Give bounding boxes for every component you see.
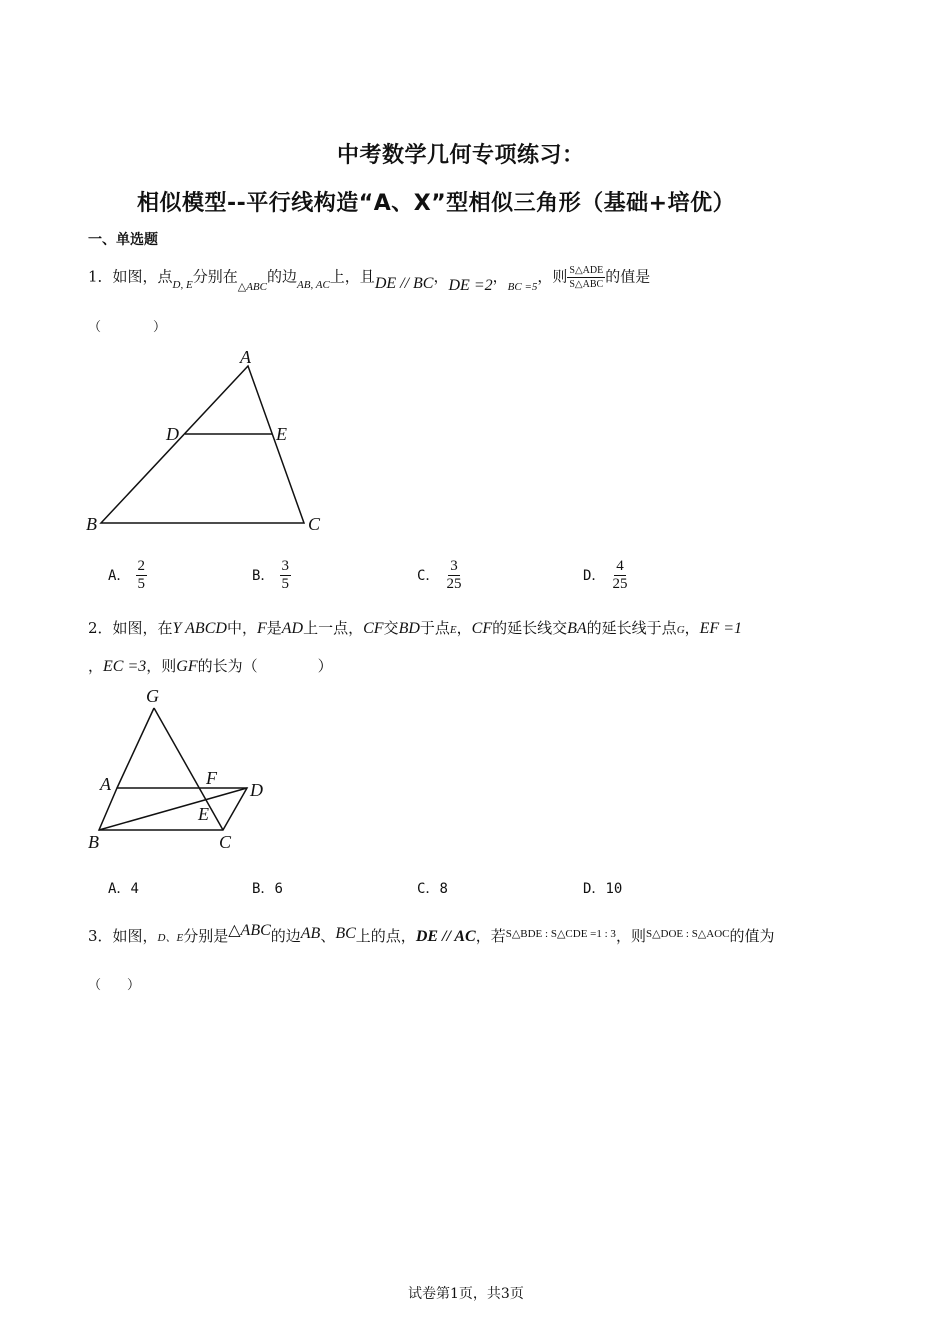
q2-option-a[interactable]: A．4 (108, 881, 139, 897)
q3-area-ratio-given: S△BDE : S△CDE =1 : 3 (505, 928, 616, 940)
question-1-text: 1．如图，点$_{D, E}$分别在$_{\triangle ABC}$的边$_{AB, AC}$上，且DE // BC，DE =2，$_{BC =5}$，则 $\frac{\text{S△ADE}}{\text{S△ABC}}$ 的值是 (88, 265, 651, 294)
q1-triangle-shape (101, 366, 304, 523)
q1-sides: AB, AC (297, 278, 330, 291)
q1-option-c[interactable]: C． $\frac{3}{25}$ (417, 558, 462, 592)
q3-area-ratio-asked: S△DOE : S△AOC (645, 928, 730, 940)
q2-label-g: G (146, 686, 159, 706)
q1-option-b[interactable]: B． $\frac{3}{5}$ (252, 558, 290, 592)
q2-label-a: A (100, 774, 111, 794)
q2-label-f: F (206, 768, 217, 788)
q3-parallel: DE // AC (415, 928, 476, 945)
q1-option-a[interactable]: A． $\frac{2}{5}$ (108, 558, 146, 592)
question-2-text: 2．如图，在Y ABCD中，F是AD上一点，CF交BD于点E，CF的延长线交BA的延长线于点G，EF =1 (88, 619, 742, 637)
q1-label-c: C (308, 514, 321, 534)
q1-figure (80, 340, 340, 540)
q1-label-d: D (166, 424, 179, 444)
q2-label-e: E (198, 804, 209, 824)
q2-figure (80, 680, 280, 860)
q1-area-ratio: $\frac{\text{S△ADE}}{\text{S△ABC}}$ (569, 265, 604, 290)
question-2-text-line-2: ，EC =3，则GF的长为（ ） (88, 657, 333, 675)
title-line-1: 中考数学几何专项练习： (337, 143, 585, 168)
section-heading: 一、单选题 (88, 232, 158, 248)
q1-label-b: B (86, 514, 97, 534)
q1-label-e: E (276, 424, 287, 444)
q1-option-d[interactable]: D． $\frac{4}{25}$ (583, 558, 628, 592)
q2-label-d: D (250, 780, 263, 800)
q2-parallelogram: Y ABCD (172, 620, 227, 637)
q1-triangle: △ABC (237, 280, 267, 293)
q2-line-ga (117, 708, 154, 788)
q2-option-d[interactable]: D．10 (583, 881, 623, 897)
q1-parallel: DE // BC (374, 274, 434, 292)
question-3-text: 3．如图，D、E分别是△ABC的边AB、BC上的点，DE // AC，若$^{S\triangle BDE : S\triangle CDE =1 : 3}$，则$^{S\triangle DOE : S\triangle AOC}$的值为 (88, 922, 775, 945)
q2-ec-length: EC =3 (103, 658, 147, 675)
q2-ef-length: EF =1 (699, 620, 742, 637)
q3-answer-paren: （ ） (88, 978, 141, 993)
q3-triangle: △ABC (228, 922, 271, 939)
q2-label-b: B (88, 832, 99, 852)
q1-bc-length: BC =5 (507, 280, 538, 293)
q2-label-c: C (219, 832, 232, 852)
q2-diagonal-bd (99, 788, 247, 830)
page-footer: 试卷第1页，共3页 (408, 1286, 524, 1302)
q2-option-b[interactable]: B．6 (252, 881, 283, 897)
title-line-2: 相似模型--平行线构造“A、X”型相似三角形（基础+培优） (137, 191, 736, 216)
q2-option-c[interactable]: C．8 (417, 881, 448, 897)
q1-label-a: A (240, 347, 251, 367)
q1-de-length: DE =2 (448, 276, 493, 294)
q1-points: D, E (172, 278, 193, 291)
q1-answer-paren: （ ） (88, 320, 167, 335)
